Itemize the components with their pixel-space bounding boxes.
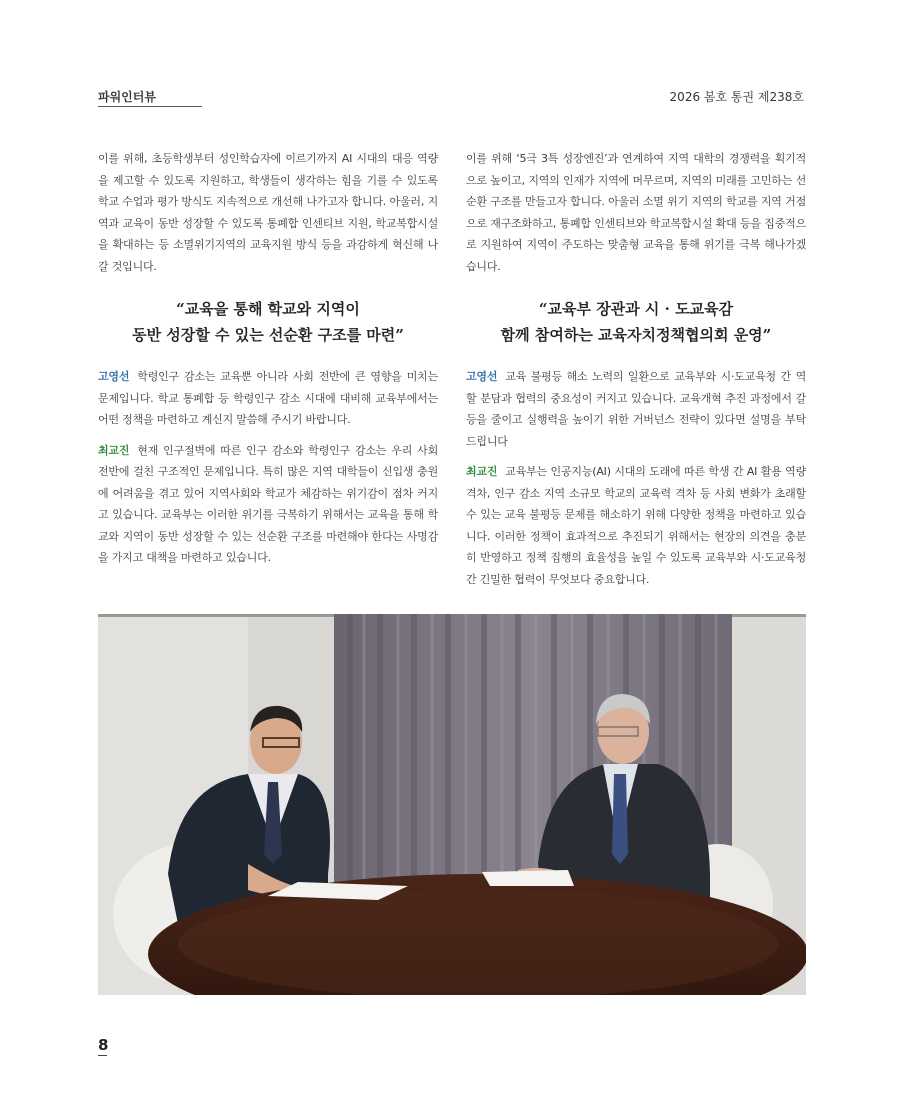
left-heading-line1: “교육을 통해 학교와 지역이 <box>176 300 360 318</box>
paper-right <box>482 870 574 886</box>
right-qa <box>466 366 806 599</box>
answer-text: 현재 인구절벽에 따른 인구 감소와 학령인구 감소는 우리 사회 전반에 걸친 구조적인 문제입니다. 특히 많은 지역 대학들이 신입생 충원에 어려움을 겪고 있어 지역사회와 학교가 체감하는 위기감이 점차 커지고 있습니다. 교육부는 이러한 위기를 극복하기 위해서는 교육을 통해 학교와 지역이 동반 성장할 수 있는 선순환 구조를 마련해야 한다는 사명감을 가지고 대책을 마련하고 있습니다. <box>98 443 438 564</box>
left-heading-line2: 동반 성장할 수 있는 선순환 구조를 마련” <box>132 326 404 344</box>
answer-speaker: 최교진 <box>466 465 498 478</box>
section-rule <box>98 106 202 107</box>
right-heading-line2: 함께 참여하는 교육자치정책협의회 운영” <box>500 326 772 344</box>
left-intro-text: 이를 위해, 초등학생부터 성인학습자에 이르기까지 AI 시대의 대응 역량을 제고할 수 있도록 지원하고, 학생들이 생각하는 힘을 기를 수 있도록 학교 수업과 평가 방식도 지속적으로 개선해 나가고자 합니다. 아울러, 지역과 교육이 동반 성장할 수 있도록 통폐합 인센티브 지원, 학교복합시설을 확대하는 등 소멸위기지역의 교육지원 방식 등을 과감하게 혁신해 나갈 것입니다. <box>98 152 438 273</box>
question-speaker: 고영선 <box>466 370 498 383</box>
right-intro-text: 이를 위해 ‘5극 3특 성장엔진’과 연계하여 지역 대학의 경쟁력을 획기적으로 높이고, 지역의 인재가 지역에 머무르며, 지역의 미래를 고민하는 선순환 구조를 만들고자 합니다. 아울러 소멸 위기 지역의 학교를 지역 거점으로 재구조화하고, 통폐합 인센티브와 학교복합시설 확대 등을 집중적으로 지원하여 지역이 주도하는 맞춤형 교육을 통해 위기를 극복 해나가겠습니다. <box>466 152 806 273</box>
interview-photo-illustration <box>98 614 806 995</box>
left-qa <box>98 366 438 578</box>
answer-text: 교육부는 인공지능(AI) 시대의 도래에 따른 학생 간 AI 활용 역량 격차, 인구 감소 지역 소규모 학교의 교육력 격차 등 사회 변화가 초래할 수 있는 교육 불평등 문제를 해소하기 위해 다양한 정책을 마련하고 있습니다. 이러한 정책이 효과적으로 추진되기 위해서는 현장의 의견을 충분히 반영하고 정책 집행의 효율성을 높일 수 있도록 교육부와 시·도교육청 간 긴밀한 협력이 무엇보다 중요합니다. <box>466 465 806 586</box>
page-number: 8 <box>98 1036 109 1054</box>
answer-speaker: 최교진 <box>98 443 130 457</box>
left-intro <box>98 148 438 277</box>
right-answer <box>466 461 806 590</box>
right-question <box>466 366 806 452</box>
right-heading-line1: “교육부 장관과 시 · 도교육감 <box>538 300 734 318</box>
interview-photo <box>98 614 806 995</box>
question-speaker: 고영선 <box>98 370 130 383</box>
section-label: 파워인터뷰 <box>98 90 156 104</box>
question-text: 학령인구 감소는 교육뿐 아니라 사회 전반에 큰 영향을 미치는 문제입니다. 학교 통폐합 등 학령인구 감소 시대에 대비해 교육부에서는 어떤 정책을 마련하고 계신지 말씀해 주시기 바랍니다. <box>98 370 438 426</box>
left-answer <box>98 440 438 569</box>
left-question <box>98 366 438 431</box>
page-number-rule <box>98 1055 107 1056</box>
issue-label: 2026 봄호 통권 제238호 <box>669 90 804 104</box>
right-heading <box>466 296 806 348</box>
right-intro <box>466 148 806 277</box>
question-text: 교육 불평등 해소 노력의 일환으로 교육부와 시·도교육청 간 역할 분담과 협력의 중요성이 커지고 있습니다. 교육개혁 추진 과정에서 갈등을 줄이고 실행력을 높이기 위한 거버넌스 전략이 있다면 설명을 부탁드립니다 <box>466 370 806 448</box>
left-heading <box>98 296 438 348</box>
